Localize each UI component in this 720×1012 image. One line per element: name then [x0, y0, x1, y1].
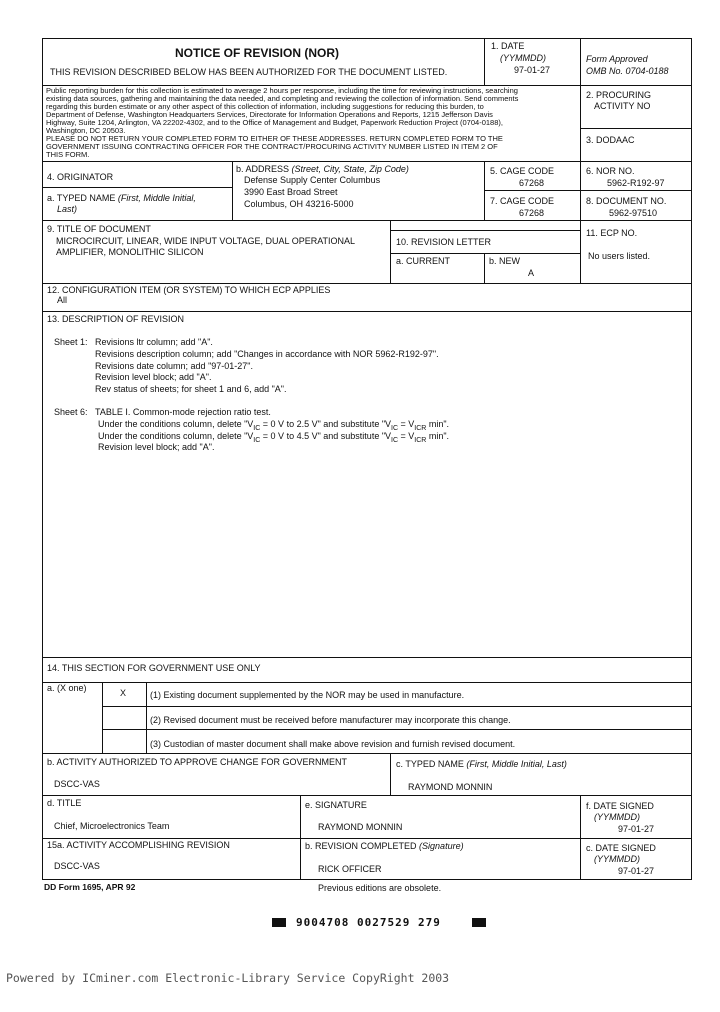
config-label: 12. CONFIGURATION ITEM (OR SYSTEM) TO WHICH ECP APPLIES: [47, 285, 331, 295]
form-subtitle: THIS REVISION DESCRIBED BELOW HAS BEEN AUTHORIZED FOR THE DOCUMENT LISTED.: [50, 67, 448, 77]
accomplishing-label: 15a. ACTIVITY ACCOMPLISHING REVISION: [47, 840, 230, 850]
date-signed2-format: (YYMMDD): [594, 854, 640, 864]
omb-number: OMB No. 0704-0188: [586, 66, 669, 76]
sheet6-text: = 0 V to 4.5 V" and substitute "V: [260, 431, 392, 441]
x-one-label: [47, 683, 87, 693]
activity-label: b. ACTIVITY AUTHORIZED TO APPROVE CHANGE FOR GOVERNMENT: [47, 757, 348, 767]
sheet6-label: Sheet 6:: [54, 407, 88, 417]
sheet6-line: TABLE I. Common-mode rejection ratio test.: [95, 407, 271, 417]
dodaac-label: 3. DODAAC: [586, 135, 635, 145]
form-title: NOTICE OF REVISION (NOR): [175, 46, 340, 60]
procuring-label: 2. PROCURING: [586, 90, 652, 100]
description-label: 13. DESCRIPTION OF REVISION: [47, 314, 185, 324]
gov-typed-name-text: c. TYPED NAME: [396, 759, 464, 769]
option2-text: (2) Revised document must be received before manufacturer may incorporate this change.: [150, 715, 511, 725]
burden-line: THIS FORM.: [46, 150, 90, 159]
new-value: A: [528, 268, 535, 278]
option1-mark[interactable]: X: [120, 688, 127, 698]
sheet6-text: min".: [426, 431, 450, 441]
date-signed-value: 97-01-27: [618, 824, 655, 834]
option1-text: (1) Existing document supplemented by the NOR may be used in manufacture.: [150, 690, 465, 700]
document-title-line-2: AMPLIFIER, MONOLITHIC SILICON: [56, 247, 204, 257]
nor-no-label: 6. NOR NO.: [586, 166, 635, 176]
sheet6-text: Under the conditions column, delete "V: [98, 431, 254, 441]
sheet1-line: Rev status of sheets; for sheet 1 and 6, add "A".: [95, 384, 287, 394]
form-id: DD Form 1695, APR 92: [44, 882, 136, 892]
burden-line: Department of Defense, Washington Headquarters Services, Directorate for Information Operations and Reports, 1215 Jefferson Davis: [46, 110, 493, 119]
revision-completed-label: [305, 841, 464, 851]
address-hint: (Street, City, State, Zip Code): [291, 164, 409, 174]
typed-name-hint: (First, Middle Initial,: [117, 193, 196, 203]
gov-typed-name-value: RAYMOND MONNIN: [408, 782, 493, 792]
government-label: 14. THIS SECTION FOR GOVERNMENT USE ONLY: [47, 663, 261, 673]
date-signed2-label: c. DATE SIGNED: [586, 843, 656, 853]
typed-name-text: a. TYPED NAME: [47, 193, 116, 203]
revision-letter-label: 10. REVISION LETTER: [396, 237, 492, 247]
revision-completed-hint: (Signature): [419, 841, 464, 851]
burden-line: Highway, Suite 1204, Arlington, VA 22202-4302, and to the Office of Management and Budget, Paperwork Reduction Project (0704-0188),: [46, 118, 503, 127]
ecp-value: No users listed.: [588, 251, 651, 261]
sheet1-line: Revision level block; add "A".: [95, 372, 212, 382]
document-title-line-1: MICROCIRCUIT, LINEAR, WIDE INPUT VOLTAGE, DUAL OPERATIONAL: [56, 236, 356, 246]
x-one-text: a. (X one): [47, 683, 87, 693]
burden-line: regarding this burden estimate or any other aspect of this collection of information, including suggestions for reducing this burden, to: [46, 102, 484, 111]
sheet6-text: = V: [398, 431, 415, 441]
ecp-label: 11. ECP NO.: [586, 228, 638, 238]
address-line-3: Columbus, OH 43216-5000: [244, 199, 354, 209]
document-title-label: 9. TITLE OF DOCUMENT: [47, 224, 151, 234]
sheet1-line: Revisions date column; add "97-01-27".: [95, 361, 253, 371]
address-label: [236, 164, 409, 174]
cage5-label: 5. CAGE CODE: [490, 166, 555, 176]
config-value: All: [57, 295, 68, 305]
subscript: IC: [391, 424, 399, 432]
burden-line: Public reporting burden for this collection is estimated to average 2 hours per response, including the time for reviewing instructions, searching: [46, 86, 518, 95]
revision-completed-text: b. REVISION COMPLETED: [305, 841, 417, 851]
subscript: IC: [253, 436, 261, 444]
powered-by: Powered by ICminer.com Electronic-Library Service CopyRight 2003: [6, 971, 450, 985]
sheet1-label: Sheet 1:: [54, 337, 88, 347]
barcode-bar-icon: [272, 918, 286, 927]
subscript: ICR: [414, 424, 427, 432]
obsolete-note: Previous editions are obsolete.: [318, 883, 442, 893]
sheet1-line: Revisions description column; add "Changes in accordance with NOR 5962-R192-97".: [95, 349, 439, 359]
current-label: a. CURRENT: [396, 256, 451, 266]
cage5-value: 67268: [519, 178, 545, 188]
sheet6-text: = V: [398, 419, 415, 429]
title-value: Chief, Microelectronics Team: [54, 821, 170, 831]
sheet6-text: min".: [426, 419, 450, 429]
gov-typed-name-hint: (First, Middle Initial, Last): [466, 759, 567, 769]
activity-value: DSCC-VAS: [54, 779, 100, 789]
barcode-number: 9004708 0027529 279: [296, 916, 441, 929]
subscript: IC: [391, 436, 399, 444]
date-signed-label: f. DATE SIGNED: [586, 801, 654, 811]
procuring-label-2: ACTIVITY NO: [594, 101, 651, 111]
accomplishing-value: DSCC-VAS: [54, 861, 100, 871]
document-no-label: 8. DOCUMENT NO.: [586, 196, 667, 206]
nor-no-value: 5962-R192-97: [607, 178, 665, 188]
sheet6-text: Under the conditions column, delete "V: [98, 419, 254, 429]
typed-name-hint-2: Last): [57, 204, 78, 214]
signature-value: RAYMOND MONNIN: [318, 822, 403, 832]
document-no-value: 5962-97510: [609, 208, 658, 218]
date-signed2-value: 97-01-27: [618, 866, 655, 876]
title-label: d. TITLE: [47, 798, 82, 808]
gov-typed-name-label: [396, 759, 567, 769]
subscript: ICR: [414, 436, 427, 444]
revision-completed-value: RICK OFFICER: [318, 864, 382, 874]
signature-label: e. SIGNATURE: [305, 800, 367, 810]
address-line-1: Defense Supply Center Columbus: [244, 175, 381, 185]
option3-text: (3) Custodian of master document shall make above revision and furnish revised document.: [150, 739, 516, 749]
originator-label: 4. ORIGINATOR: [47, 172, 114, 182]
sheet1-line: Revisions ltr column; add "A".: [95, 337, 213, 347]
typed-name-label: [47, 193, 196, 203]
cage7-label: 7. CAGE CODE: [490, 196, 555, 206]
date-value: 97-01-27: [514, 65, 551, 75]
address-line-2: 3990 East Broad Street: [244, 187, 338, 197]
barcode-bar-icon: [472, 918, 486, 927]
date-label: 1. DATE: [491, 41, 525, 51]
burden-line: existing data sources, gathering and maintaining the data needed, and completing and reviewing the collection of information. Send comments: [46, 94, 519, 103]
new-label: b. NEW: [489, 256, 521, 266]
address-label-text: b. ADDRESS: [236, 164, 290, 174]
cage7-value: 67268: [519, 208, 545, 218]
burden-line: Washington, DC 20503.: [46, 126, 126, 135]
sheet6-line: Revision level block; add "A".: [98, 442, 215, 452]
form-approved: Form Approved: [586, 54, 648, 64]
sheet6-text: = 0 V to 2.5 V" and substitute "V: [260, 419, 392, 429]
date-signed-format: (YYMMDD): [594, 812, 640, 822]
burden-line: PLEASE DO NOT RETURN YOUR COMPLETED FORM TO EITHER OF THESE ADDRESSES. RETURN COMPLETED FORM TO THE: [46, 134, 503, 143]
subscript: IC: [253, 424, 261, 432]
burden-line: GOVERNMENT ISSUING CONTRACTING OFFICER FOR THE CONTRACT/PROCURING ACTIVITY NUMBER LISTED IN ITEM 2 OF: [46, 142, 498, 151]
date-format: (YYMMDD): [500, 53, 546, 63]
